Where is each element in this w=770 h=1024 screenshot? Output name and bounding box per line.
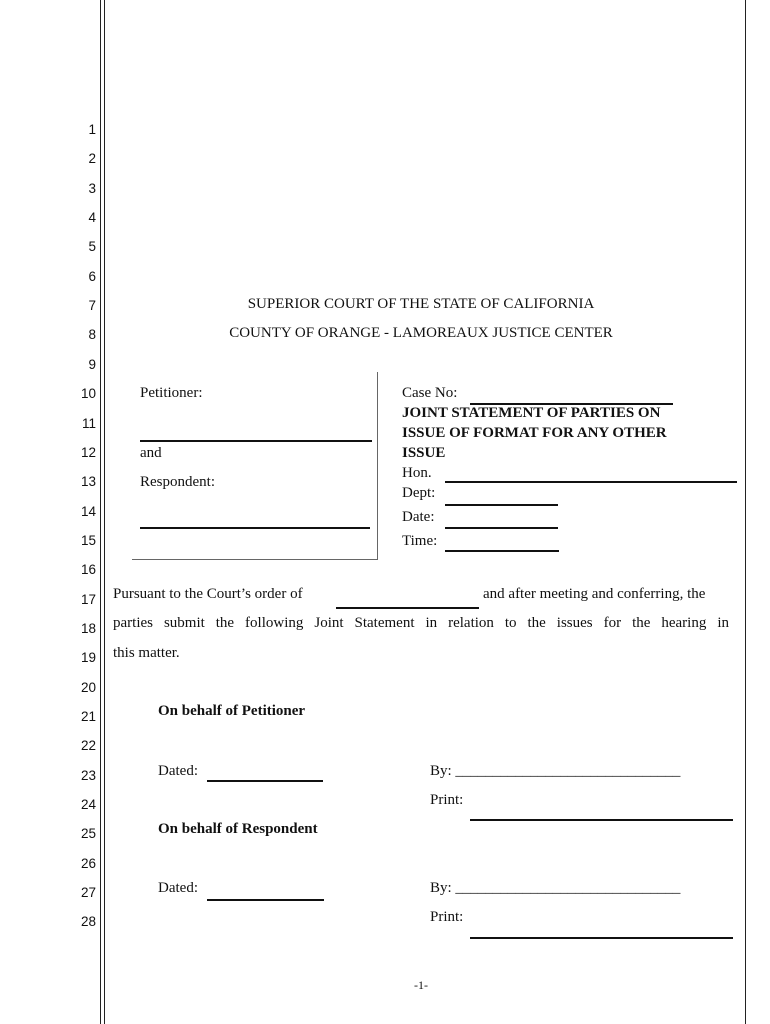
petitioner-dated-line[interactable] — [207, 780, 323, 782]
body-paragraph-line-2: parties submit the following Joint Statement in relation to the issues for the hearing in — [113, 615, 729, 631]
petitioner-label: Petitioner: — [140, 385, 203, 401]
line-number: 12 — [80, 444, 96, 460]
dept-label: Dept: — [402, 485, 436, 501]
line-number: 16 — [80, 562, 96, 578]
respondent-by-line[interactable]: By: ______________________________ — [430, 880, 681, 896]
line-number: 19 — [80, 650, 96, 666]
petitioner-print-line[interactable] — [470, 819, 733, 821]
caption-bottom-rule — [132, 559, 378, 560]
right-margin-rule — [745, 0, 746, 1024]
document-title-line-3: ISSUE — [402, 445, 446, 461]
line-number: 11 — [81, 415, 96, 431]
line-number: 6 — [88, 268, 96, 284]
petitioner-name-line[interactable] — [140, 440, 372, 442]
line-number: 17 — [80, 591, 96, 607]
body-paragraph-end: and after meeting and conferring, the — [483, 586, 706, 602]
left-margin-rule-inner — [104, 0, 105, 1024]
line-number: 23 — [80, 767, 96, 783]
hon-label: Hon. — [402, 465, 432, 481]
respondent-dated-line[interactable] — [207, 899, 324, 901]
caption-divider — [377, 372, 378, 560]
line-number: 21 — [80, 709, 96, 724]
respondent-print-line[interactable] — [470, 937, 733, 939]
line-number: 25 — [80, 826, 96, 842]
line-number: 3 — [88, 180, 96, 196]
court-name: SUPERIOR COURT OF THE STATE OF CALIFORNIA — [247, 296, 595, 312]
line-number: 2 — [88, 151, 96, 167]
case-no-label: Case No: — [402, 385, 458, 401]
body-paragraph-line-3: this matter. — [113, 645, 180, 661]
line-number: 15 — [80, 532, 96, 548]
line-number: 18 — [80, 620, 96, 636]
respondent-name-line[interactable] — [140, 527, 370, 529]
document-title-line-1: JOINT STATEMENT OF PARTIES ON — [402, 405, 661, 421]
court-county: COUNTY OF ORANGE - LAMOREAUX JUSTICE CENTER — [229, 325, 613, 341]
and-label: and — [140, 445, 162, 461]
line-number: 14 — [80, 503, 96, 519]
order-date-line[interactable] — [336, 607, 479, 609]
hearing-date-line[interactable] — [445, 527, 558, 529]
petitioner-dated-label: Dated: — [158, 763, 198, 779]
judge-name-line[interactable] — [445, 481, 737, 483]
petitioner-by-line[interactable]: By: ______________________________ — [430, 763, 681, 779]
petitioner-section-heading: On behalf of Petitioner — [158, 703, 306, 719]
line-number: 13 — [80, 474, 96, 490]
respondent-dated-label: Dated: — [158, 880, 198, 896]
line-number: 22 — [80, 738, 96, 754]
line-number: 28 — [80, 914, 96, 930]
time-label: Time: — [402, 533, 438, 549]
line-number: 20 — [80, 679, 96, 695]
page-number: -1- — [414, 978, 428, 992]
respondent-section-heading: On behalf of Respondent — [158, 821, 318, 837]
line-number: 10 — [80, 386, 96, 402]
line-number: 27 — [80, 885, 96, 901]
line-number: 7 — [88, 298, 96, 314]
respondent-label: Respondent: — [140, 474, 215, 490]
respondent-print-label: Print: — [430, 909, 464, 925]
dept-line[interactable] — [445, 504, 558, 506]
line-number: 24 — [80, 797, 96, 813]
line-number: 4 — [88, 210, 96, 226]
line-number: 8 — [88, 327, 96, 343]
body-paragraph-start: Pursuant to the Court’s order of — [113, 586, 303, 602]
line-number: 9 — [88, 356, 96, 372]
date-label: Date: — [402, 509, 435, 525]
petitioner-print-label: Print: — [430, 792, 464, 808]
line-number: 5 — [88, 239, 96, 255]
line-number: 1 — [88, 122, 96, 137]
line-number: 26 — [80, 855, 96, 871]
hearing-time-line[interactable] — [445, 550, 559, 552]
document-title-line-2: ISSUE OF FORMAT FOR ANY OTHER — [402, 425, 667, 441]
left-margin-rule-outer — [100, 0, 101, 1024]
